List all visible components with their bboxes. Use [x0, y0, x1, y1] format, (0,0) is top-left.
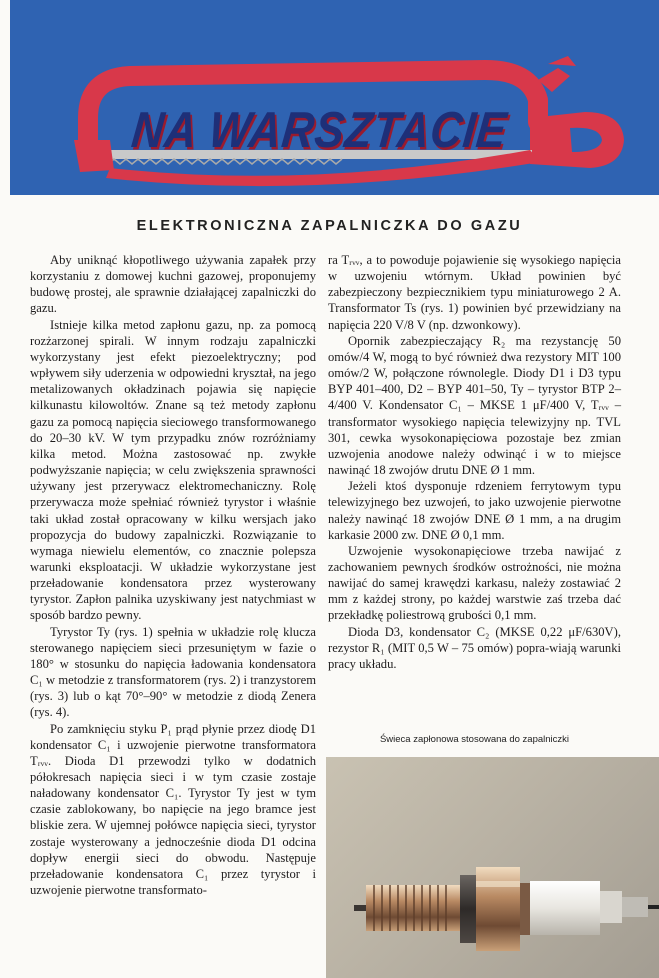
- paragraph: Istnieje kilka metod zapłonu gazu, np. za pomocą rozżarzonej spirali. W innym rodzaju zapalniczki wykorzystany jest efekt piezoelektryczny; pod wpływem siły uderzenia w odpowiedni kryształ, na jego metalizowanych okładzinach pojawia się napięcie kilkunastu kilowoltów. Znane są też metody zapłonu gazu za pomocą napięcia sieciowego transformowanego do 20–30 kV. W tym przypadku znów rozróżniamy kilka metod. Można zastosować np. zwykłe podwyższanie napięcia; w celu zwiększenia sprawności używany jest przerywacz elektromechaniczny. Rolę przerywacza może spełniać również tyrystor i właśnie taki układ został opracowany w kilku wersjach jako propozycja do budowy zapalniczki. Rozwiązanie to wymaga niewielu elementów, co znacznie polepsza warunki eksploatacji. W układzie wykorzystane jest przeładowanie kondensatora przez wysterowany tyrystor. Zapłon palnika uzyskiwany jest natychmiast w sposób bardzo pewny.: [30, 317, 316, 623]
- article-headline: ELEKTRONICZNA ZAPALNICZKA DO GAZU: [136, 218, 523, 234]
- paragraph: Aby uniknąć kłopotliwego używania zapałek przy korzystaniu z domowej kuchni gazowej, proponujemy budowę prostej, ale sprawnie działającej zapalniczki do gazu.: [30, 253, 316, 316]
- photo-caption: Świeca zapłonowa stosowana do zapalniczki: [379, 734, 570, 745]
- spark-plug-image: [326, 757, 659, 978]
- banner-title: NA WARSZTACIE: [129, 102, 510, 159]
- paragraph: Dioda D3, kondensator C₂ (MKSE 0,22 μF/630V), rezystor R₁ (MIT 0,5 W – 75 omów) popra-wiają warunki pracy układu.: [328, 624, 621, 671]
- article-column-right: [328, 252, 621, 672]
- paragraph: Uzwojenie wysokonapięciowe trzeba nawijać z zachowaniem pewnych środków ostrożności, nie można nawijać do samej krawędzi karkasu, należy zostawiać 2 mm z każdej strony, po każdej warstwie zaś trzeba dać przekładkę poliestrową grubości 0,1 mm.: [328, 543, 621, 623]
- paragraph: Jeżeli ktoś dysponuje rdzeniem ferrytowym typu telewizyjnego bez uzwojeń, to jako uzwojenie pierwotne należy nawinąć 18 zwojów DNE Ø 1 mm, a na drugim karkasie 2000 zw. DNE Ø 0,1 mm.: [328, 479, 621, 542]
- paragraph: Opornik zabezpieczający R₂ ma rezystancję 50 omów/4 W, mogą to być również dwa rezystory MIT 100 omów/2 W, połączone równolegle. Diody D1 i D3 typu BYP 401–400, D2 – BYP 401–50, Ty – tyrystor BTP 2–4/400 V. Kondensator C₁ – MKSE 1 μF/400 V, Tᵣᵥᵥ – transformator wysokiego napięcia telewizyjny np. TVL 301, cewka wysokonapięciowa pozostaje bez zmian uzwojenia anodowe należy odwinąć i w to miejsce nawinąć 18 zwojów drutu DNE Ø 1 mm.: [328, 333, 621, 478]
- header-banner: [10, 0, 659, 195]
- paragraph: ra Tᵣᵥᵥ, a to powoduje pojawienie się wysokiego napięcia w uzwojeniu wtórnym. Układ powinien być zabezpieczony bezpiecznikiem typu miniaturowego 2 A. Transformator Ts (rys. 1) powinien być przewidziany na napięcia 220 V/8 V (np. dzwonkowy).: [328, 253, 621, 332]
- article-column-left: [30, 252, 316, 898]
- paragraph: Po zamknięciu styku P₁ prąd płynie przez diodę D1 kondensator C₁ i uzwojenie pierwotne transformatora Tᵣᵥᵥ. Dioda D1 przewodzi tylko w dodatnich półokresach napięcia sieci i w tym czasie zostaje naładowany kondensator C₁. Tyrystor Ty jest w tym czasie zablokowany, bo napięcie na jego bramce jest bliskie zera. W ujemnej połówce napięcia sieci, tyrystor zostaje wysterowany a jednocześnie dioda D1 odcina dopływ energii sieci do obwodu. Następuje przeładowanie kondensatora C₁ przez tyrystor i uzwojenie pierwotne transformato-: [30, 721, 316, 898]
- paragraph: Tyrystor Ty (rys. 1) spełnia w układzie rolę klucza sterowanego napięciem sieci przesuniętym w fazie o 180° w stosunku do napięcia ładowania kondensatora C₁ w metodzie z transformatorem (rys. 2) i tranzystorem (rys. 3) lub o kąt 70°–90° w metodzie z diodą Zenera (rys. 4).: [30, 624, 316, 720]
